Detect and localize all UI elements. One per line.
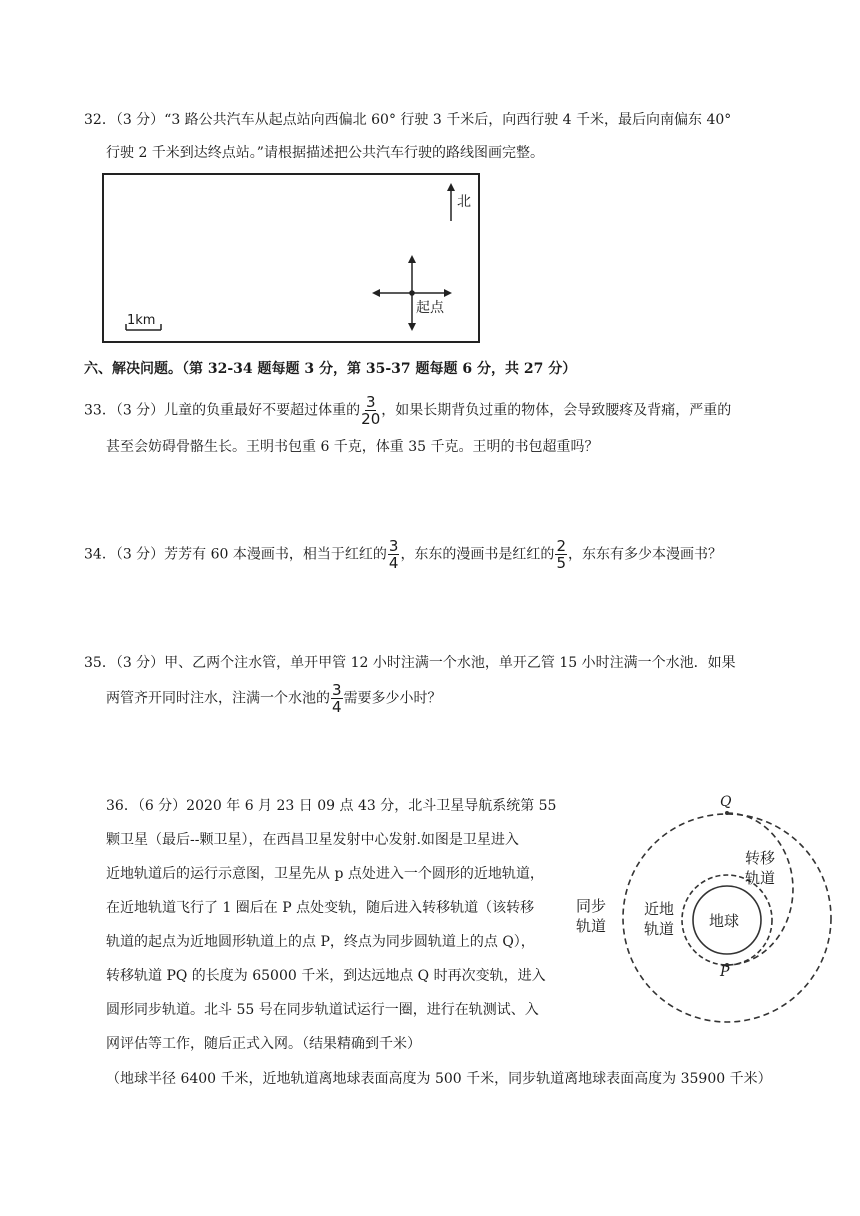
q35-line1: 35．（3 分）甲、乙两个注水管，单开甲管 12 小时注满一个水池，单开乙管 15 小时注满一个水池．如果: [84, 655, 736, 671]
q34-text-c: ，东东有多少本漫画书？: [567, 546, 722, 563]
q36-line: 在近地轨道飞行了 1 圈后在 P 点处变轨，随后进入转移轨道（该转移: [106, 900, 535, 916]
q36-line: 转移轨道 PQ 的长度为 65000 千米，到达远地点 Q 时再次变轨，进入: [106, 968, 546, 984]
q35-text-b: 需要多少小时？: [343, 690, 442, 707]
q34-text-b: ，东东的漫画书是红红的: [400, 546, 555, 563]
q35-text-a: 两管齐开同时注水，注满一个水池的: [106, 690, 330, 707]
q34-frac2-num: 2: [556, 537, 566, 555]
q36-note: （地球半径 6400 千米，近地轨道离地球表面高度为 500 千米，同步轨道离地球表面高度为 35900 千米）: [106, 1071, 772, 1087]
q32-line2: 行驶 2 千米到达终点站。”请根据描述把公共汽车行驶的路线图画完整。: [106, 145, 544, 161]
p-label: P: [720, 964, 730, 980]
q34-fraction-2: [555, 538, 567, 571]
q35-frac-num: 3: [332, 681, 342, 699]
q35-line2: [106, 682, 442, 715]
point-q: [725, 811, 729, 815]
q36-line: 近地轨道后的运行示意图，卫星先从 p 点处进入一个圆形的近地轨道，: [106, 866, 544, 882]
q33-text-a: 33．（3 分）儿童的负重最好不要超过体重的: [84, 402, 361, 419]
near-label-line2: 轨道: [644, 920, 675, 938]
q33-frac-num: 3: [365, 393, 376, 411]
q33-text-b: ，如果长期背负过重的物体，会导致腰疼及背痛，严重的: [381, 402, 732, 419]
route-map: [102, 173, 480, 343]
sync-orbit-label: [576, 896, 606, 936]
q34-line: [84, 538, 722, 571]
q36-line: 圆形同步轨道。北斗 55 号在同步轨道试运行一圈，进行在轨测试、入: [106, 1002, 539, 1018]
q35-fraction: [331, 682, 343, 715]
q34-fraction-1: [388, 538, 400, 571]
q36-line: 颗卫星（最后--颗卫星），在西昌卫星发射中心发射.如图是卫星进入: [106, 832, 519, 848]
scale-label: 1km: [127, 313, 156, 328]
q33-line1: [84, 394, 731, 427]
q36-line: 网评估等工作，随后正式入网。（结果精确到千米）: [106, 1036, 421, 1052]
start-point: [409, 290, 415, 296]
earth-label: 地球: [709, 912, 740, 930]
q-label: Q: [720, 794, 732, 810]
q34-frac1-den: 4: [388, 554, 399, 572]
q35-frac-den: 4: [332, 698, 342, 716]
q33-frac-den: 20: [361, 410, 381, 428]
north-label: 北: [457, 194, 471, 210]
transfer-label-line1: 转移: [745, 849, 776, 867]
orbit-diagram: [572, 792, 834, 1032]
north-arrow-icon: [447, 183, 455, 221]
sync-label-line2: 轨道: [576, 917, 607, 935]
orbit-canvas: [572, 792, 834, 1032]
near-label-line1: 近地: [644, 900, 675, 918]
start-label: 起点: [416, 300, 444, 316]
q36-line: 轨道的起点为近地圆形轨道上的点 P，终点为同步圆轨道上的点 Q），: [106, 934, 535, 950]
q34-frac2-den: 5: [556, 554, 566, 572]
q32-line1: 32．（3 分）“3 路公共汽车从起点站向西偏北 60° 行驶 3 千米后，向西行驶 4 千米，最后向南偏东 40°: [84, 112, 732, 128]
transfer-orbit-label: [745, 848, 775, 888]
section-heading: 六、解决问题。（第 32-34 题每题 3 分，第 35-37 题每题 6 分，共 27 分）: [84, 361, 577, 377]
transfer-label-line2: 轨道: [745, 869, 776, 887]
q34-text-a: 34．（3 分）芳芳有 60 本漫画书，相当于红红的: [84, 546, 387, 563]
q34-frac1-num: 3: [388, 537, 399, 555]
near-orbit-label: [644, 899, 674, 939]
q33-fraction: [361, 394, 380, 427]
compass-cross-icon: [372, 255, 452, 331]
sync-label-line1: 同步: [576, 897, 607, 915]
q36-line: 36．（6 分）2020 年 6 月 23 日 09 点 43 分，北斗卫星导航系统第 55: [106, 798, 557, 814]
q33-line2: 甚至会妨碍骨骼生长。王明书包重 6 千克，体重 35 千克。王明的书包超重吗？: [106, 439, 599, 455]
